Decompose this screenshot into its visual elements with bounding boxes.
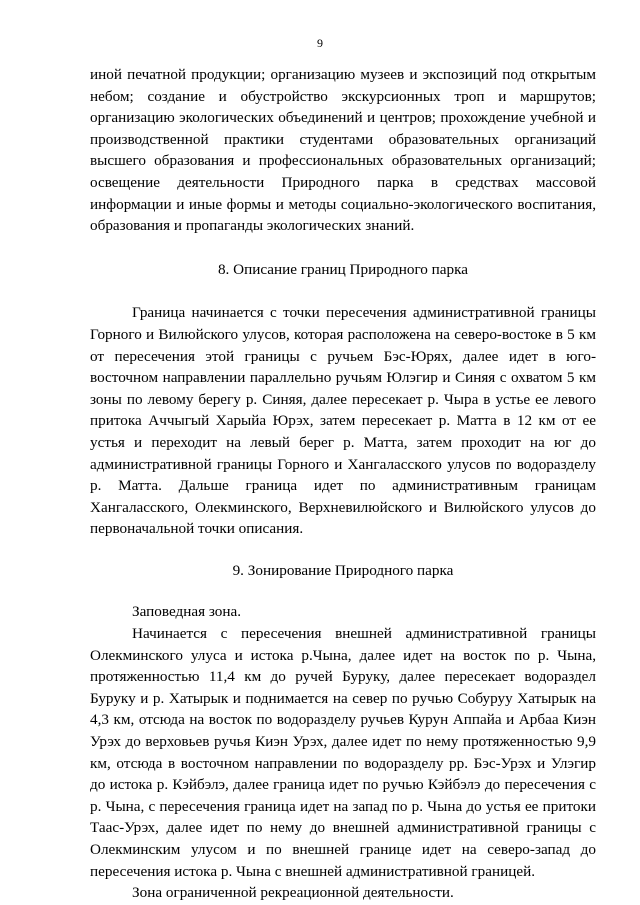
page-number: 9 xyxy=(317,36,323,50)
section-heading-9: 9. Зонирование Природного парка xyxy=(232,561,454,579)
subsection-limited-recreation-zone: Зона ограниченной рекреационной деятельности. xyxy=(132,884,454,902)
section-heading-8: 8. Описание границ Природного парка xyxy=(217,260,469,278)
paragraph-reserved-zone-boundary: Начинается с пересечения внешней административной границы Олекминского улуса и истока р.Чына, далее идет на восток по р. Чына, протяженностью 11,4 км до ручей Буруку, далее пересекает водораздел Буруку и р. Хатырык и поднимается на север по ручью Собуруу Хатырык на 4,3 км, отсюда на восток по водоразделу ручьев Курун Аппайа и Арбаа Киэн Урэх до верховьев ручья Киэн Урэх, далее идет по нему протяженностью 9,9 км, отсюда в восточном направлении по водоразделу рр. Бэс-Урэх и Улэгир до истока р. Кэйбэлэ, далее граница идет по ручью Кэйбэлэ до пересечения с р. Чына, с пересечения граница идет на запад по р. Чына до устья ее притоки Таас-Урэх, далее идет по нему до внешней административной границы с Олекминским улусом и по внешней границе идет на северо-запад до пересечения истока р. Чына с внешней административной границей. xyxy=(90,625,596,880)
subsection-reserved-zone: Заповедная зона. xyxy=(132,603,242,621)
document-body xyxy=(90,64,596,904)
paragraph-park-boundaries: Граница начинается с точки пересечения административной границы Горного и Вилюйского улусов, которая расположена на северо-востоке в 5 км от пересечения этой границы с ручьем Бэс-Юрях, далее идет в юго-восточном направлении параллельно ручьям Юлэгир и Синяя с охватом 5 км зоны по левому берегу р. Синяя, далее пересекает р. Чыра в устье ее левого притока Аччыгый Харыйа Юрэх, затем пересекает р. Матта в 12 км от ее устья и переходит на левый берег р. Матта, затем проходит на юг до административной границы Горного и Хангаласского улусов по водоразделу р. Матта. Дальше граница идет по административным границам Хангаласского, Олекминского, Верхневилюйского и Вилюйского улусов до первоначальной точки описания. xyxy=(90,304,596,538)
paragraph-activities-continuation: иной печатной продукции; организацию музеев и экспозиций под открытым небом; создание и обустройство экскурсионных троп и маршрутов; организацию экологических объединений и центров; прохождение учебной и производственной практики студентами образовательных организаций высшего образования и профессиональных образовательных организаций; освещение деятельности Природного парка в средствах массовой информации и иные формы и методы социально-экологического воспитания, образования и пропаганды экологических знаний. xyxy=(90,66,596,235)
